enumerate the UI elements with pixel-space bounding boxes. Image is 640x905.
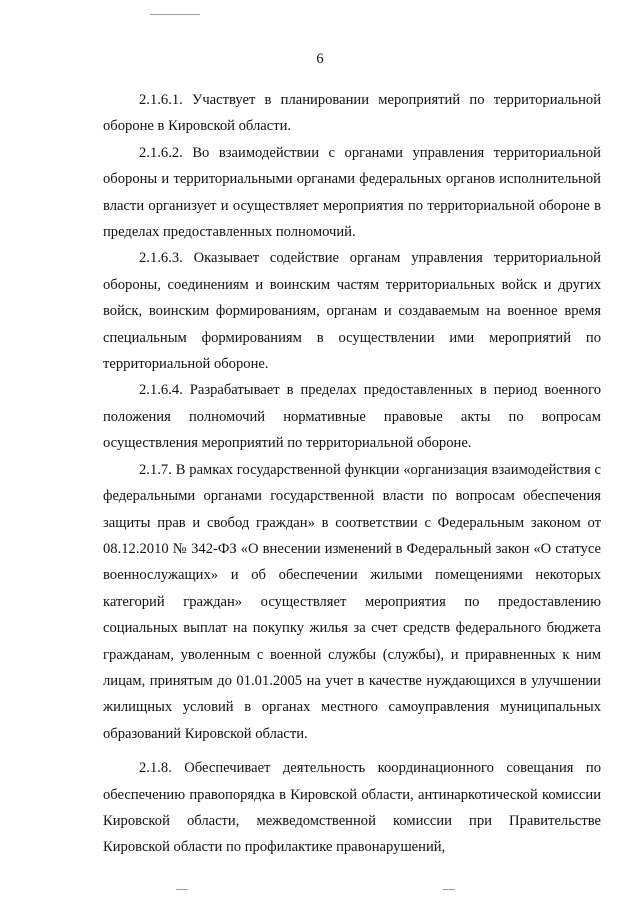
- paragraph-2-1-6-3: 2.1.6.3. Оказывает содействие органам управления территориальной обороны, соединениям и воинским частям территориальных войск и других войск, воинским формированиям, органам и создаваемым на военное время специальным формированиям в осуществлении ими мероприятий по территориальной обороне.: [103, 250, 601, 373]
- paragraph-2-1-8: 2.1.8. Обеспечивает деятельность координационного совещания по обеспечению правопорядка в Кировской области, антинаркотической комиссии Кировской области, межведомственной комиссии при Правительстве Кировской области по профилактике правонарушений,: [103, 760, 601, 856]
- paragraph-2-1-6-4: 2.1.6.4. Разрабатывает в пределах предоставленных в период военного положения полномочий нормативные правовые акты по вопросам осуществления мероприятий по территориальной обороне.: [103, 382, 601, 452]
- document-body: [103, 87, 601, 861]
- paragraph-2-1-6-1: 2.1.6.1. Участвует в планировании мероприятий по территориальной обороне в Кировской области.: [103, 92, 601, 135]
- scan-artifact-top: [150, 14, 200, 15]
- page-number: 6: [316, 51, 324, 67]
- paragraph-2-1-6-2: 2.1.6.2. Во взаимодействии с органами управления территориальной обороны и территориальными органами федеральных органов исполнительной власти организует и осуществляет мероприятия по территориальной обороне в пределах предоставленных полномочий.: [103, 144, 601, 241]
- scan-artifact-bottom-left: [176, 889, 188, 890]
- paragraph-2-1-7: 2.1.7. В рамках государственной функции «организация взаимодействия с федеральными органами государственной власти по вопросам обеспечения защиты прав и свобод граждан» в соответствии с Федеральным законом от 08.12.2010 № 342-ФЗ «О внесении изменений в Федеральный закон «О статусе военнослужащих» и об обеспечении жилыми помещениями некоторых категорий граждан» осуществляет мероприятия по предоставлению социальных выплат на покупку жилья за счет средств федерального бюджета гражданам, уволенным с военной службы (службы), и приравненных к ним лицам, принятым до 01.01.2005 на учет в качестве нуждающихся в улучшении жилищных условий в органах местного самоуправления муниципальных образований Кировской области.: [103, 461, 601, 742]
- scan-artifact-bottom-right: [443, 889, 455, 890]
